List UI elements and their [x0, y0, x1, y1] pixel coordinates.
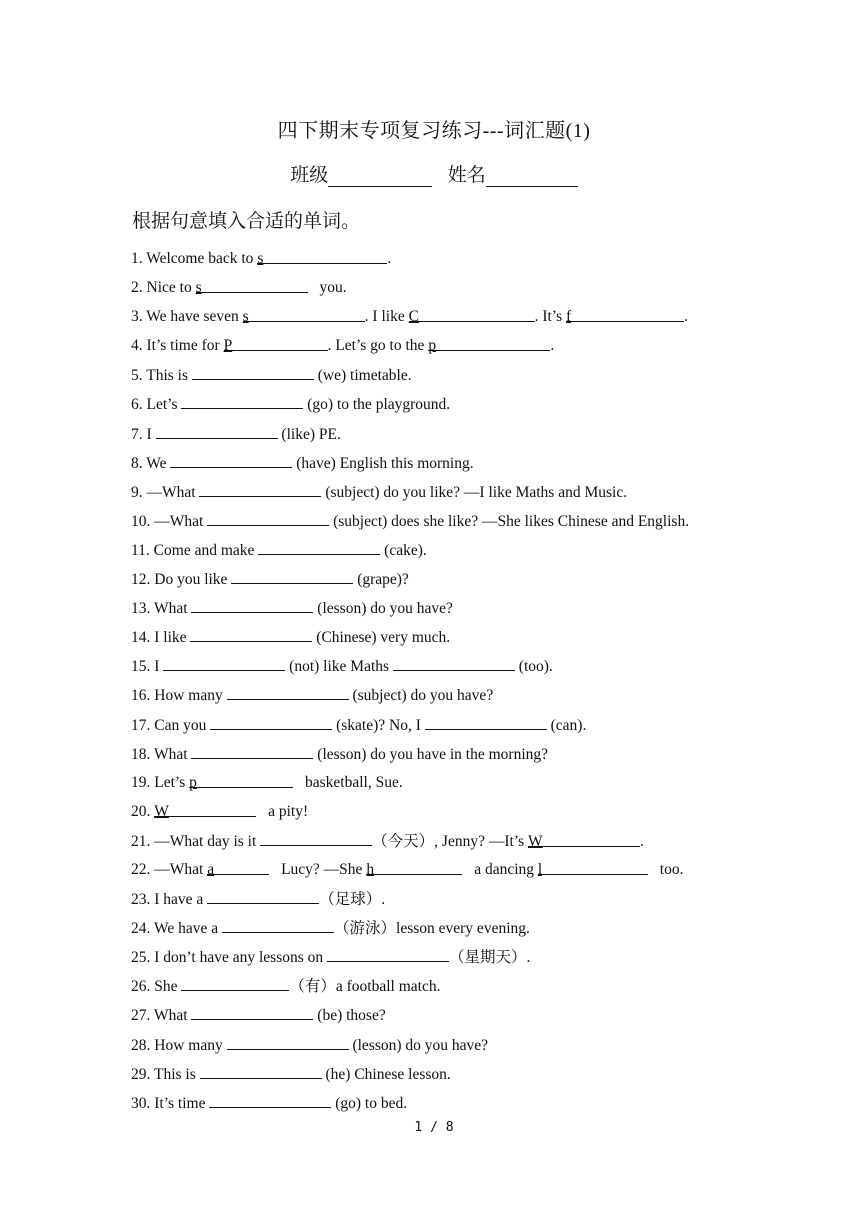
question-text: 21. —What day is it [131, 832, 261, 850]
answer-blank[interactable] [207, 888, 319, 904]
answer-blank[interactable] [191, 597, 313, 613]
question-text: 20. [131, 802, 155, 820]
question-text: 9. —What [131, 483, 200, 501]
student-info [0, 160, 868, 187]
hint-letter: C [408, 308, 419, 326]
question-text: (subject) does she like? —She likes Chinese and English. [329, 512, 690, 530]
question-5 [131, 364, 831, 393]
question-23 [131, 888, 831, 917]
question-text: 29. This is [131, 1065, 200, 1083]
question-14 [131, 626, 831, 655]
question-text: （今天）, Jenny? —It’s [372, 832, 529, 850]
question-28 [131, 1034, 831, 1063]
question-8 [131, 452, 831, 481]
hint-letter: p [428, 337, 437, 355]
hint-letter: s [257, 250, 264, 267]
question-30 [131, 1092, 831, 1121]
hint-letter: W [154, 802, 169, 820]
answer-blank[interactable] [223, 335, 328, 355]
question-text: 10. —What [131, 512, 208, 530]
question-text: (lesson) do you have in the morning? [313, 745, 549, 763]
question-19 [131, 772, 831, 801]
question-13 [131, 597, 831, 626]
answer-blank[interactable] [191, 1004, 313, 1020]
question-text: 17. Can you [131, 716, 211, 734]
answer-blank[interactable] [156, 423, 278, 439]
question-text: 8. We [131, 454, 171, 472]
question-text: (we) timetable. [313, 367, 412, 385]
answer-blank[interactable] [393, 655, 515, 671]
question-7 [131, 423, 831, 452]
question-3 [131, 306, 831, 335]
page-number: 1 / 8 [414, 1120, 454, 1135]
question-text: 24. We have a [131, 920, 223, 938]
question-text: 6. Let’s [131, 396, 182, 414]
question-text: . It’s [534, 308, 567, 326]
question-text: a pity! [264, 802, 309, 820]
answer-blank[interactable] [428, 335, 550, 355]
hint-letter: l [537, 860, 543, 878]
question-27 [131, 1004, 831, 1033]
answer-blank[interactable] [170, 452, 292, 468]
answer-blank[interactable] [327, 946, 449, 962]
answer-blank[interactable] [154, 801, 256, 820]
answer-blank[interactable] [191, 743, 313, 759]
question-12 [131, 568, 831, 597]
question-text: . [640, 832, 644, 850]
answer-blank[interactable] [408, 306, 535, 326]
answer-blank[interactable] [210, 714, 332, 730]
question-text: 18. What [131, 745, 192, 763]
hint-letter: h [366, 860, 375, 878]
question-text: (too). [514, 658, 553, 676]
instruction: 根据句意填入合适的单词。 [132, 211, 361, 232]
question-text: you. [315, 279, 347, 297]
question-text: 25. I don’t have any lessons on [131, 949, 328, 967]
answer-blank[interactable] [528, 831, 640, 850]
question-text: (be) those? [313, 1007, 386, 1025]
question-15 [131, 655, 831, 684]
question-text: 13. What [131, 600, 192, 618]
question-text: . [387, 250, 392, 267]
answer-blank[interactable] [181, 393, 303, 409]
name-blank[interactable] [486, 166, 578, 187]
question-1 [131, 248, 831, 277]
answer-blank[interactable] [207, 510, 329, 526]
answer-blank[interactable] [258, 539, 380, 555]
answer-blank[interactable] [227, 684, 349, 700]
hint-letter: W [528, 832, 543, 850]
answer-blank[interactable] [209, 1092, 331, 1108]
answer-blank[interactable] [242, 306, 365, 326]
hint-letter: s [242, 308, 249, 326]
question-text: basketball, Sue. [301, 773, 403, 791]
question-text: 27. What [131, 1007, 192, 1025]
question-text: a dancing [470, 860, 538, 878]
question-text: 30. It’s time [131, 1094, 210, 1112]
question-text: 12. Do you like [131, 571, 232, 589]
question-10 [131, 510, 831, 539]
question-6 [131, 393, 831, 422]
question-text: (cake). [380, 541, 427, 559]
question-text: (have) English this morning. [292, 454, 474, 472]
question-17 [131, 714, 831, 743]
question-text: (skate)? No, I [332, 716, 425, 734]
question-text: 23. I have a [131, 891, 208, 909]
question-text: （游泳）lesson every evening. [334, 920, 530, 938]
answer-blank[interactable] [207, 859, 269, 878]
question-text: . [550, 337, 555, 355]
question-4 [131, 335, 831, 364]
answer-blank[interactable] [257, 248, 387, 267]
question-text: （有）a football match. [289, 978, 441, 996]
question-text: too. [655, 860, 684, 878]
question-9 [131, 481, 831, 510]
answer-blank[interactable] [189, 772, 293, 791]
question-16 [131, 684, 831, 713]
question-text: . [684, 308, 688, 326]
question-text: 26. She [131, 978, 182, 996]
question-text: (grape)? [353, 571, 409, 589]
question-text: 15. I [131, 658, 164, 676]
question-text: (go) to the playground. [303, 396, 451, 414]
question-text: (not) like Maths [285, 658, 393, 676]
question-22 [131, 859, 831, 888]
answer-blank[interactable] [566, 306, 684, 326]
answer-blank[interactable] [163, 655, 285, 671]
question-text: 5. This is [131, 367, 192, 385]
question-text: 22. —What [131, 860, 208, 878]
page-title: 四下期末专项复习练习---词汇题(1) [277, 120, 591, 142]
question-text: . Let’s go to the [327, 337, 429, 355]
question-18 [131, 743, 831, 772]
hint-letter: f [566, 308, 572, 326]
answer-blank[interactable] [199, 481, 321, 497]
answer-blank[interactable] [190, 626, 312, 642]
answer-blank[interactable] [200, 1063, 322, 1079]
question-text: (he) Chinese lesson. [321, 1065, 451, 1083]
question-2 [131, 277, 831, 306]
question-text: (like) PE. [277, 425, 341, 443]
question-20 [131, 801, 831, 830]
question-text: . I like [364, 308, 409, 326]
answer-blank[interactable] [231, 568, 353, 584]
hint-letter: p [189, 773, 197, 791]
question-text: （足球）. [319, 891, 386, 909]
question-text: 11. Come and make [131, 541, 259, 559]
question-29 [131, 1063, 831, 1092]
question-24 [131, 917, 831, 946]
question-text: (subject) do you like? —I like Maths and Music. [321, 483, 628, 501]
question-26 [131, 975, 831, 1004]
answer-blank[interactable] [195, 277, 308, 297]
answer-blank[interactable] [222, 917, 334, 933]
question-text: (can). [546, 716, 587, 734]
question-text: 2. Nice to [131, 279, 196, 297]
question-list [131, 248, 831, 1121]
question-text: Lucy? —She [277, 860, 367, 878]
question-text: 3. We have seven [131, 308, 243, 326]
question-text: (lesson) do you have? [313, 600, 453, 618]
question-11 [131, 539, 831, 568]
name-label: 姓名 [447, 165, 486, 186]
answer-blank[interactable] [425, 714, 547, 730]
answer-blank[interactable] [181, 975, 289, 991]
question-text: （星期天）. [449, 949, 531, 967]
question-25 [131, 946, 831, 975]
hint-letter: s [195, 279, 202, 297]
question-text: (subject) do you have? [348, 687, 494, 705]
hint-letter: a [207, 860, 215, 878]
class-label: 班级 [290, 165, 329, 186]
question-text: 1. Welcome back to [131, 250, 258, 267]
question-text: 14. I like [131, 629, 191, 647]
question-text: (Chinese) very much. [312, 629, 451, 647]
answer-blank[interactable] [192, 364, 314, 380]
question-text: (lesson) do you have? [348, 1036, 489, 1054]
answer-blank[interactable] [537, 859, 648, 878]
question-text: 28. How many [131, 1036, 227, 1054]
answer-blank[interactable] [260, 830, 372, 846]
question-text: 19. Let’s [131, 773, 190, 791]
answer-blank[interactable] [366, 859, 462, 878]
answer-blank[interactable] [227, 1034, 349, 1050]
question-text: 7. I [131, 425, 156, 443]
question-21 [131, 830, 831, 859]
question-text: 16. How many [131, 687, 227, 705]
question-text: (go) to bed. [331, 1094, 408, 1112]
question-text: 4. It’s time for [131, 337, 224, 355]
hint-letter: P [223, 337, 233, 355]
class-blank[interactable] [328, 166, 432, 187]
